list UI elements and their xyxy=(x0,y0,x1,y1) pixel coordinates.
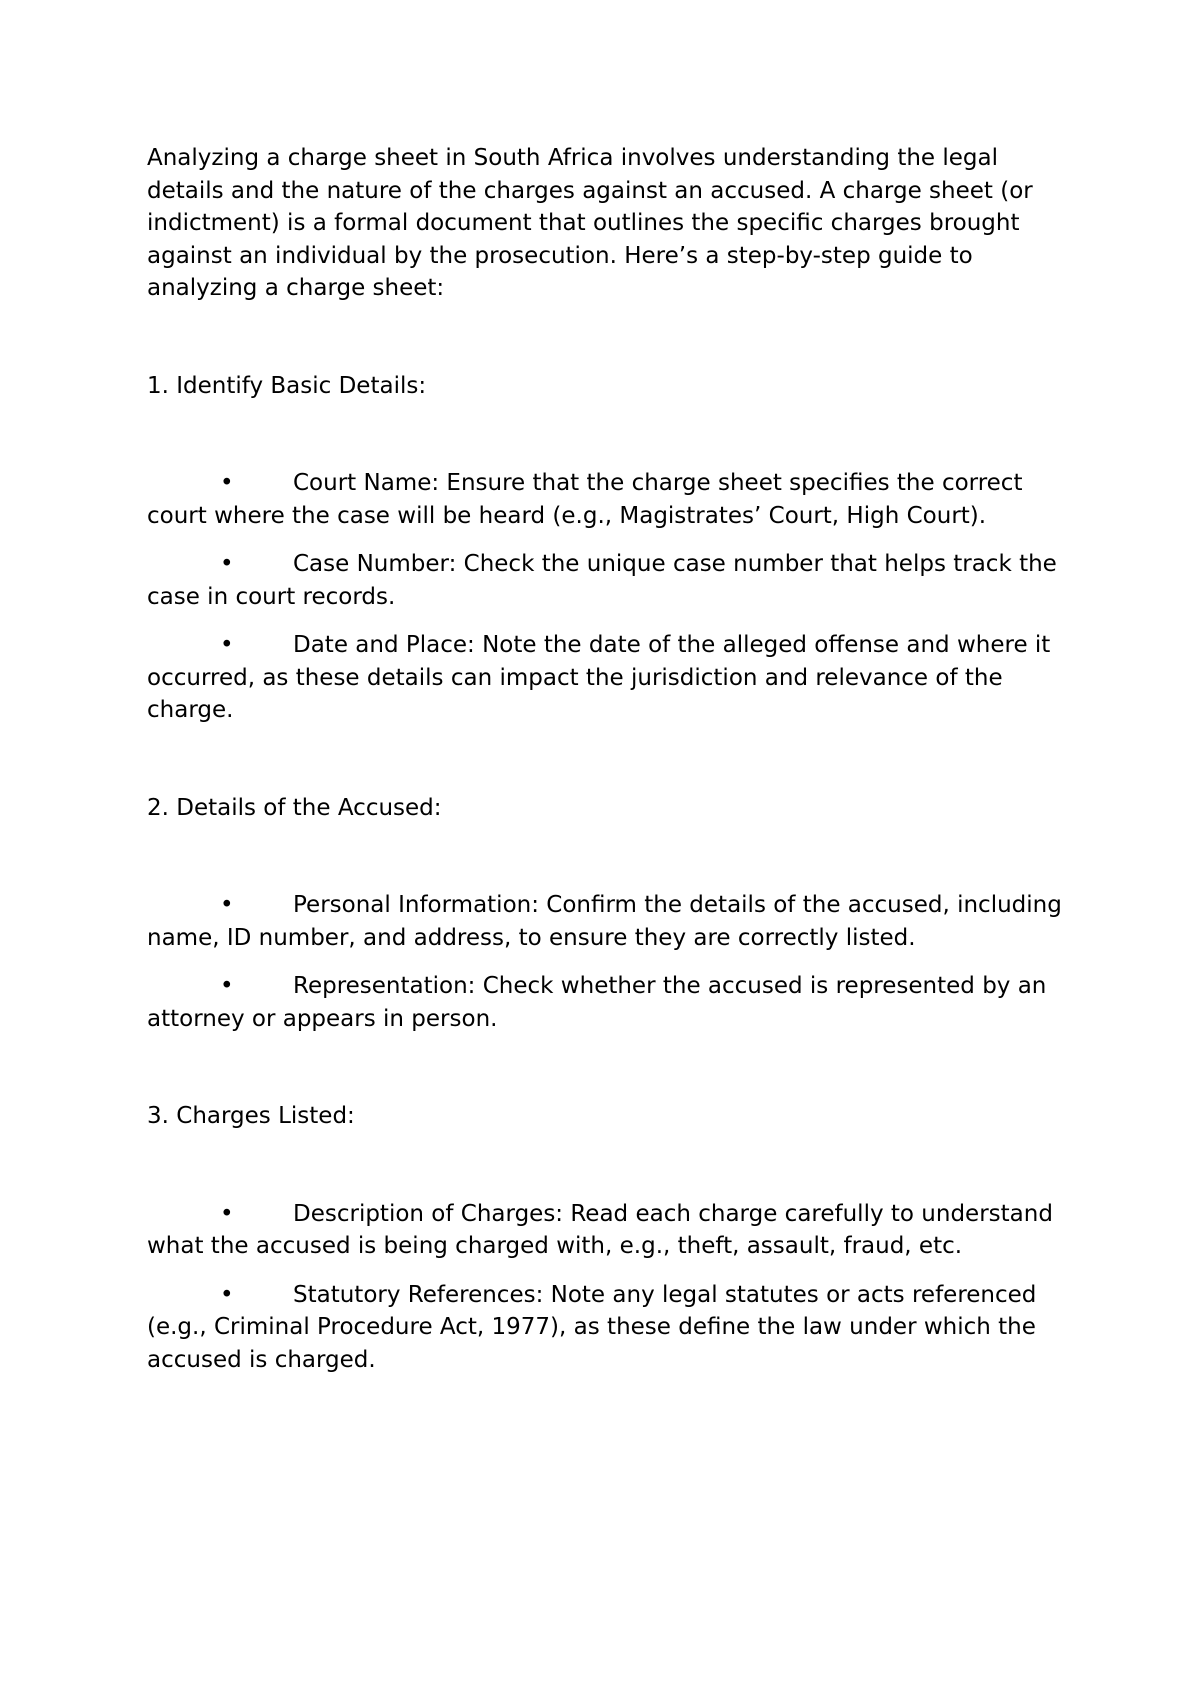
list-item-text: Date and Place: Note the date of the alleged offense and where it occurred, as these details can impact the jurisdiction and relevance of the charge. xyxy=(147,632,1051,723)
bullet-list-accused xyxy=(147,889,1067,1035)
bullet-icon: • xyxy=(220,632,234,658)
bullet-icon: • xyxy=(220,1200,234,1227)
bullet-icon: • xyxy=(220,892,234,918)
bullet-icon: • xyxy=(220,1281,234,1308)
list-item xyxy=(147,629,1067,727)
document-page xyxy=(147,142,1067,1392)
list-item xyxy=(147,467,1067,532)
bullet-list-charges xyxy=(147,1198,1067,1377)
list-item-text: Representation: Check whether the accused is represented by an attorney or appears in person. xyxy=(147,973,1047,1032)
list-item xyxy=(147,889,1067,954)
list-item-text: Case Number: Check the unique case number that helps track the case in court records. xyxy=(147,551,1057,610)
bullet-list-basic-details xyxy=(147,467,1067,727)
intro-paragraph: Analyzing a charge sheet in South Africa involves understanding the legal details and the nature of the charges against an accused. A charge sheet (or indictment) is a formal document that outlines the specific charges brought against an individual by the prosecution. Here’s a step-by-step guide to analyzing a charge sheet: xyxy=(147,145,1033,301)
list-item xyxy=(147,548,1067,613)
list-item xyxy=(147,970,1067,1035)
bullet-icon: • xyxy=(220,470,234,496)
list-item-text: Court Name: Ensure that the charge sheet specifies the correct court where the case will be heard (e.g., Magistrates’ Court, High Court). xyxy=(147,470,1023,529)
list-item-text: Statutory References: Note any legal statutes or acts referenced (e.g., Criminal Procedure Act, 1977), as these define the law under which the accused is charged. xyxy=(147,1281,1037,1373)
bullet-icon: • xyxy=(220,973,234,999)
list-item-text: Description of Charges: Read each charge carefully to understand what the accused is being charged with, e.g., theft, assault, fraud, etc. xyxy=(147,1200,1053,1259)
section-heading-accused: 2. Details of the Accused: xyxy=(147,794,442,821)
list-item xyxy=(147,1198,1067,1263)
section-heading-basic-details: 1. Identify Basic Details: xyxy=(147,372,427,399)
section-heading-charges: 3. Charges Listed: xyxy=(147,1103,355,1129)
list-item-text: Personal Information: Confirm the details of the accused, including name, ID number, and address, to ensure they are correctly listed. xyxy=(147,892,1062,951)
list-item xyxy=(147,1279,1067,1377)
bullet-icon: • xyxy=(220,551,234,577)
